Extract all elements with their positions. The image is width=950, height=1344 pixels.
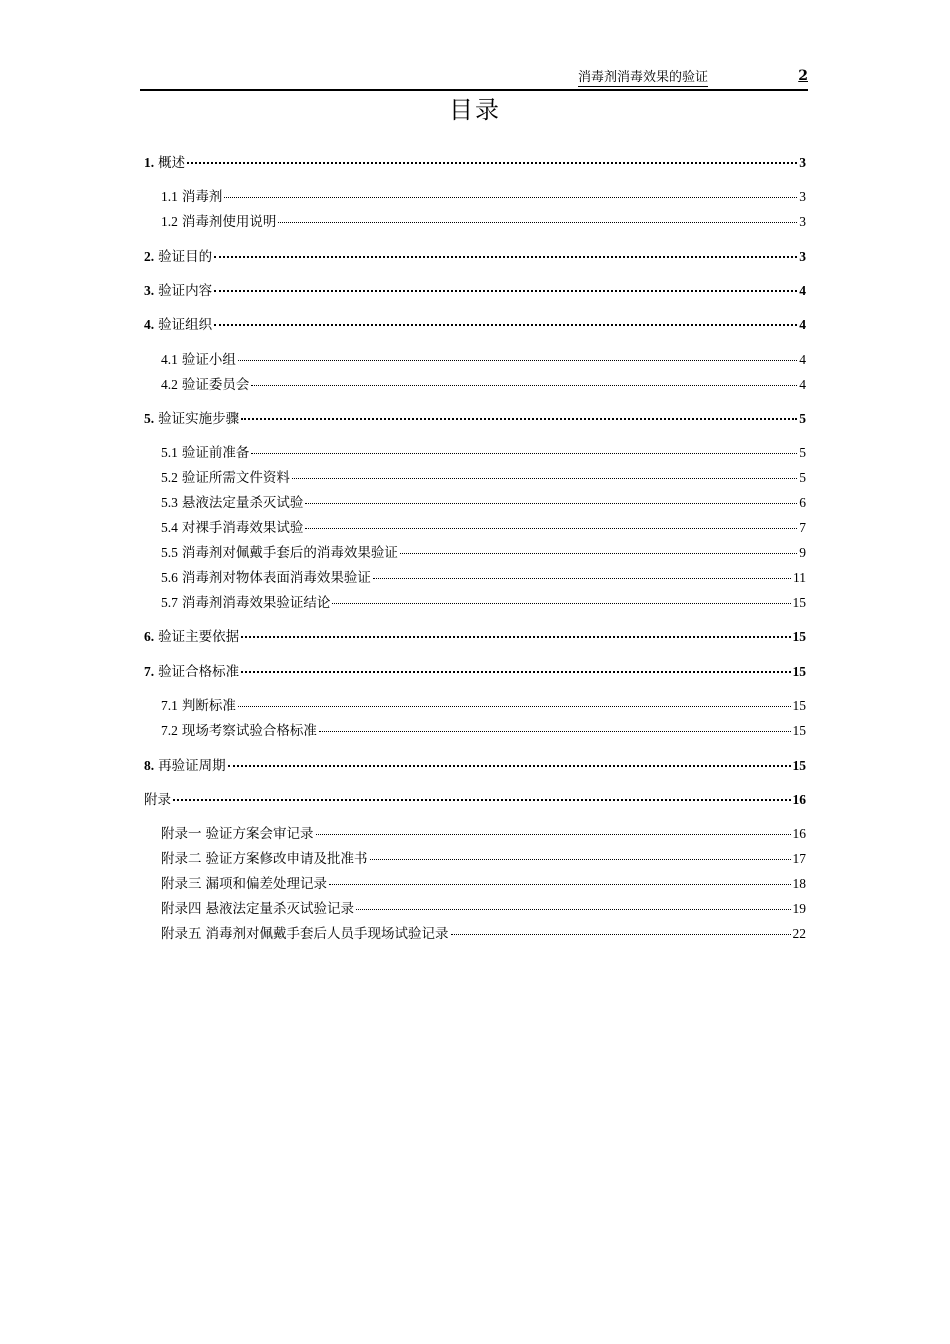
toc-entry-label: 消毒剂消毒效果验证结论: [181, 595, 331, 611]
toc-subentry[interactable]: [161, 721, 806, 741]
toc-dot-leader: [251, 453, 797, 454]
toc-dot-leader: [373, 578, 791, 579]
toc-entry-page: 15: [792, 664, 806, 679]
toc-entry-page: 4: [799, 317, 806, 332]
toc-entry-label: 验证委员会: [181, 377, 250, 393]
toc-entry-page: 3: [799, 214, 806, 229]
toc-entry-number: 附录一: [161, 826, 202, 841]
toc-entry-number: 6.: [144, 629, 155, 644]
toc-dot-leader: [316, 834, 791, 835]
toc-subentry[interactable]: [161, 824, 806, 844]
toc-dot-leader: [292, 478, 797, 479]
toc-entry-page: 16: [792, 792, 806, 807]
toc-dot-leader: [241, 671, 790, 673]
toc-title: 目录: [449, 96, 501, 124]
toc-entry-page: 15: [792, 698, 806, 713]
toc-entry-label: 漏项和偏差处理记录: [205, 876, 327, 892]
toc-entry-number: 1.2: [161, 214, 178, 229]
toc-entry-label: 验证方案修改申请及批准书: [205, 851, 368, 867]
toc-entry-page: 19: [792, 901, 806, 916]
toc-dot-leader: [238, 706, 791, 707]
toc-entry-label: 验证内容: [158, 283, 213, 299]
toc-entry-page: 17: [792, 851, 806, 866]
toc-dot-leader: [187, 162, 797, 164]
toc-entry-page: 3: [799, 249, 806, 264]
toc-subentry[interactable]: [161, 518, 806, 538]
toc-subentry[interactable]: [161, 696, 806, 716]
toc-entry-label: 验证组织: [158, 317, 213, 333]
toc-entry-page: 4: [799, 377, 806, 392]
toc-dot-leader: [214, 324, 797, 326]
toc-subentry[interactable]: [161, 350, 806, 370]
toc-subentry[interactable]: [161, 849, 806, 869]
toc-entry[interactable]: [144, 281, 806, 301]
toc-entry[interactable]: [144, 315, 806, 335]
toc-entry-label: 消毒剂使用说明: [181, 214, 277, 230]
toc-entry-number: 附录五: [161, 926, 202, 941]
toc-dot-leader: [356, 909, 791, 910]
toc-subentry[interactable]: [161, 443, 806, 463]
toc-dot-leader: [400, 553, 797, 554]
toc-entry-page: 15: [792, 723, 806, 738]
toc-entry-page: 6: [799, 495, 806, 510]
toc-entry-number: 4.: [144, 317, 155, 332]
toc-subentry[interactable]: [161, 212, 806, 232]
toc-dot-leader: [451, 934, 791, 935]
toc-entry-page: 15: [792, 629, 806, 644]
toc-entry-page: 3: [799, 155, 806, 170]
toc-entry-page: 15: [792, 758, 806, 773]
toc-entry-page: 5: [799, 411, 806, 426]
toc-entry-number: 附录四: [161, 901, 202, 916]
toc-entry-page: 22: [792, 926, 806, 941]
toc-dot-leader: [305, 503, 797, 504]
toc-entry-number: 附录三: [161, 876, 202, 891]
toc-entry-label: 验证前准备: [181, 445, 250, 461]
toc-entry-label: 判断标准: [181, 698, 236, 714]
toc-entry-number: 4.1: [161, 352, 178, 367]
toc-dot-leader: [319, 731, 791, 732]
toc-entry-page: 5: [799, 445, 806, 460]
toc-entry-number: 5.: [144, 411, 155, 426]
page-header: [140, 66, 808, 90]
toc-entry-label: 消毒剂: [181, 189, 223, 205]
toc-subentry[interactable]: [161, 924, 806, 944]
toc-entry-page: 11: [793, 570, 806, 585]
toc-subentry[interactable]: [161, 187, 806, 207]
toc-subentry[interactable]: [161, 874, 806, 894]
toc-dot-leader: [370, 859, 791, 860]
toc-entry-label: 悬液法定量杀灭试验记录: [205, 901, 354, 917]
toc-entry-page: 4: [799, 352, 806, 367]
toc-entry-label: 现场考察试验合格标准: [181, 723, 317, 739]
toc-subentry[interactable]: [161, 468, 806, 488]
toc-entry-number: 5.2: [161, 470, 178, 485]
toc-entry-label: 验证实施步骤: [158, 411, 240, 427]
toc-entry-label: 消毒剂对物体表面消毒效果验证: [181, 570, 371, 586]
toc-dot-leader: [329, 884, 791, 885]
toc-entry[interactable]: [144, 756, 806, 776]
toc-entry-number: 5.1: [161, 445, 178, 460]
toc-entry-page: 3: [799, 189, 806, 204]
toc-subentry[interactable]: [161, 568, 806, 588]
toc-entry[interactable]: [144, 409, 806, 429]
toc-dot-leader: [278, 222, 797, 223]
toc-entry-label: 附录: [144, 792, 171, 808]
toc-entry-number: 3.: [144, 283, 155, 298]
toc-entry-label: 验证方案会审记录: [205, 826, 314, 842]
toc-entry-number: 7.2: [161, 723, 178, 738]
toc-entry-label: 消毒剂对佩戴手套后人员手现场试验记录: [205, 926, 449, 942]
toc-entry-number: 5.6: [161, 570, 178, 585]
toc-dot-leader: [173, 799, 791, 801]
toc-dot-leader: [214, 256, 797, 258]
toc-dot-leader: [241, 418, 797, 420]
toc-dot-leader: [332, 603, 790, 604]
toc-entry-number: 2.: [144, 249, 155, 264]
toc-entry-number: 附录二: [161, 851, 202, 866]
toc-entry[interactable]: [144, 627, 806, 647]
toc-entry-page: 18: [792, 876, 806, 891]
toc-dot-leader: [251, 385, 797, 386]
toc-entry-page: 16: [792, 826, 806, 841]
toc-dot-leader: [224, 197, 797, 198]
toc-entry-number: 4.2: [161, 377, 178, 392]
toc-entry-page: 5: [799, 470, 806, 485]
toc-entry-number: 7.1: [161, 698, 178, 713]
toc-subentry[interactable]: [161, 543, 806, 563]
toc-entry-number: 5.4: [161, 520, 178, 535]
toc-entry[interactable]: [144, 662, 806, 682]
toc-entry-page: 15: [792, 595, 806, 610]
toc-entry-label: 对裸手消毒效果试验: [181, 520, 304, 536]
toc-entry-number: 8.: [144, 758, 155, 773]
toc-entry-number: 5.7: [161, 595, 178, 610]
toc-subentry[interactable]: [161, 493, 806, 513]
toc-entry-label: 验证主要依据: [158, 629, 240, 645]
toc-entry-label: 悬液法定量杀灭试验: [181, 495, 304, 511]
toc-dot-leader: [214, 290, 797, 292]
toc-entry-label: 验证小组: [181, 352, 236, 368]
toc-dot-leader: [228, 765, 791, 767]
toc-entry-number: 1.: [144, 155, 155, 170]
toc-entry-label: 概述: [158, 155, 186, 171]
header-page-number: 2: [798, 68, 808, 84]
toc-entry-number: 7.: [144, 664, 155, 679]
toc-dot-leader: [241, 636, 790, 638]
toc-entry-label: 验证目的: [158, 249, 213, 265]
toc-entry-number: 1.1: [161, 189, 178, 204]
toc-entry-label: 验证所需文件资料: [181, 470, 290, 486]
toc-entry-page: 7: [799, 520, 806, 535]
toc-subentry[interactable]: [161, 899, 806, 919]
toc-subentry[interactable]: [161, 375, 806, 395]
toc-dot-leader: [238, 360, 797, 361]
toc-entry-page: 4: [799, 283, 806, 298]
toc-entry-label: 再验证周期: [158, 758, 226, 774]
toc-entry[interactable]: [144, 247, 806, 267]
toc-entry-label: 验证合格标准: [158, 664, 240, 680]
toc-dot-leader: [305, 528, 797, 529]
toc-subentry[interactable]: [161, 593, 806, 613]
toc-entry-label: 消毒剂对佩戴手套后的消毒效果验证: [181, 545, 398, 561]
header-title: 消毒剂消毒效果的验证: [578, 70, 709, 85]
toc-entry[interactable]: [144, 790, 806, 810]
toc-entry-page: 9: [799, 545, 806, 560]
toc-entry-number: 5.3: [161, 495, 178, 510]
toc-entry[interactable]: [144, 153, 806, 173]
toc-entry-number: 5.5: [161, 545, 178, 560]
